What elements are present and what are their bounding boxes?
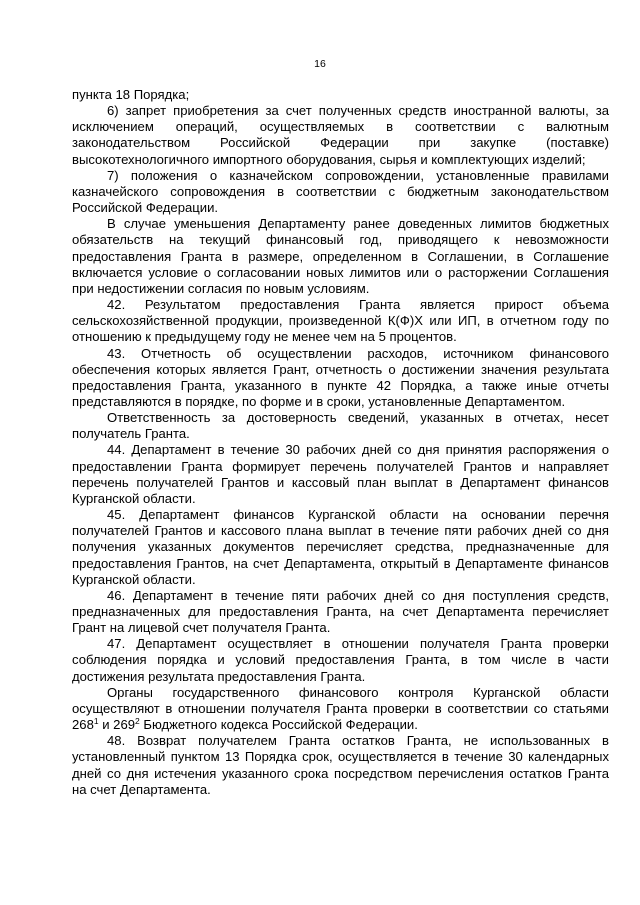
paragraph-43: 43. Отчетность об осуществлении расходов, источником финансового обеспечения которых является Грант, отчетность о достижении значения результата предоставления Гранта, указанного в пункте 42 Порядка, а также иные отчеты представляются в порядке, по форме и в сроки, установленные Департаментом. (72, 345, 609, 409)
paragraph-continuation: пункта 18 Порядка; (72, 87, 190, 102)
document-body (72, 87, 609, 798)
paragraph-48: 48. Возврат получателем Гранта остатков Гранта, не использованных в установленный пунктом 13 Порядка срок, осуществляется в течение 30 календарных дней со дня истечения указанного срока посредством перечисления остатков Гранта на счет Департамента. (72, 733, 609, 797)
paragraph-45: 45. Департамент финансов Курганской области на основании перечня получателей Грантов и кассового плана выплат в течение пяти рабочих дней со дня получения указанных документов перечисляет средства, предназначенные для предоставления Грантов, на счет Департамента, открытый в Департаменте финансов Курганской области. (72, 507, 609, 587)
paragraph-46: 46. Департамент в течение пяти рабочих дней со дня поступления средств, предназначенных для предоставления Гранта, на счет Департамента перечисляет Грант на лицевой счет получателя Гранта. (72, 587, 609, 636)
control-text-before: Органы государственного финансового контроля Курганской области осуществляют в отношении получателя Гранта проверки в соответствии со статьями 268 (72, 684, 609, 733)
paragraph-42: 42. Результатом предоставления Гранта является прирост объема сельскохозяйственной продукции, произведенной К(Ф)Х или ИП, в отчетном году по отношению к предыдущему году не менее чем на 5 процентов. (72, 297, 609, 345)
page-number: 16 (314, 58, 326, 70)
superscript-2: 2 (135, 716, 140, 727)
paragraph-financial-control (72, 685, 609, 733)
paragraph-item-7: 7) положения о казначейском сопровождении, установленные правилами казначейского сопровождения в соответствии с бюджетным законодательством Российской Федерации. (72, 167, 609, 216)
paragraph-44: 44. Департамент в течение 30 рабочих дней со дня принятия распоряжения о предоставлении Гранта формирует перечень получателей Грантов и направляет перечень получателей Грантов и кассовый план выплат в Департамент финансов Курганской области. (72, 442, 609, 506)
paragraph-responsibility: Ответственность за достоверность сведений, указанных в отчетах, несет получатель Гранта. (72, 410, 609, 442)
paragraph-limit-reduction: В случае уменьшения Департаменту ранее доведенных лимитов бюджетных обязательств на текущий финансовый год, приводящего к невозможности предоставления Гранта в размере, определенном в Соглашении, в Соглашение включается условие о согласовании новых лимитов или о расторжении Соглашения при недостижении согласия по новым условиям. (72, 216, 609, 296)
paragraph-47: 47. Департамент осуществляет в отношении получателя Гранта проверки соблюдения порядка и условий предоставления Гранта, в том числе в части достижения результата предоставления Гранта. (72, 636, 609, 684)
superscript-1: 1 (93, 716, 99, 727)
control-text-middle: и 269 (98, 717, 136, 733)
control-text-after: Бюджетного кодекса Российской Федерации. (139, 717, 418, 733)
paragraph-item-6: 6) запрет приобретения за счет полученных средств иностранной валюты, за исключением операций, осуществляемых в соответствии с валютным законодательством Российской Федерации при закупке (поставке) высокотехнологичного импортного оборудования, сырья и комплектующих изделий; (72, 103, 609, 167)
